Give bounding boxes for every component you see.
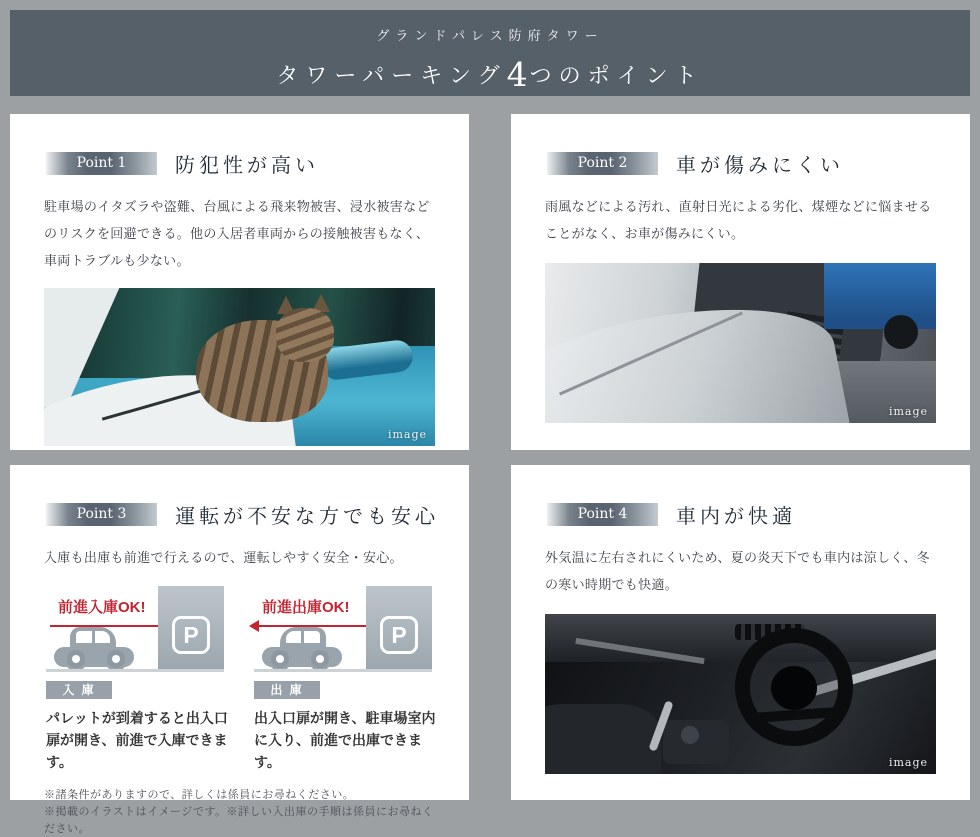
page-header	[10, 10, 970, 96]
photo-cat-on-car	[44, 288, 435, 446]
car-wheel	[268, 647, 292, 671]
card4-heading: 車内が快適	[676, 504, 796, 528]
entry-scene	[46, 586, 224, 672]
card1-heading: 防犯性が高い	[175, 153, 319, 177]
card3-body-text: 入庫も出庫も前進で行えるので、運転しやすく安全・安心。	[44, 551, 403, 566]
image-watermark: image	[888, 756, 928, 769]
forward-exit-label: 前進出庫OK!	[262, 599, 350, 616]
point3-badge: Point 3	[46, 503, 157, 526]
wheel-hub	[72, 655, 80, 663]
card-point-1	[10, 114, 469, 450]
card1-body-text: 駐車場のイタズラや盗難、台風による飛来物被害、浸水被害などのリスクを回避できる。他の入居者車両からの接触被害もなく、車両トラブルも少ない。	[44, 200, 430, 269]
header-subtitle: グランドパレス防府タワー	[376, 29, 604, 44]
cat-head	[276, 308, 334, 362]
suv-wheel	[884, 315, 918, 349]
car-wheel	[308, 647, 332, 671]
image-watermark: image	[387, 428, 427, 441]
entry-badge: 入 庫	[46, 681, 112, 699]
exit-description: 出入口扉が開き、駐車場室内に入り、前進で出庫できます。	[254, 710, 436, 770]
ground-line	[46, 669, 224, 672]
car-seat	[545, 704, 661, 774]
forward-entry-label: 前進入庫OK!	[58, 599, 146, 616]
footnote-1: ※諸条件がありますので、詳しくは係員にお尋ねください。	[44, 788, 355, 801]
car-window	[304, 631, 320, 643]
card2-title-row	[547, 149, 937, 178]
entry-description: パレットが到着すると出入口扉が開き、前進で入庫できます。	[46, 710, 228, 770]
blue-suv	[824, 263, 936, 329]
control-knob	[681, 726, 699, 744]
car-window	[76, 631, 92, 643]
car-icon	[54, 627, 134, 667]
page-title	[10, 55, 970, 94]
parking-sign-icon: P	[172, 616, 210, 654]
title-prefix: タワーパーキング	[276, 64, 507, 89]
card1-title-row	[46, 149, 436, 178]
wheel-hub	[276, 655, 284, 663]
footnotes	[44, 786, 436, 837]
parking-garage-block	[366, 586, 432, 672]
point1-badge: Point 1	[46, 152, 157, 175]
car-wheel	[104, 647, 128, 671]
title-number: 4	[506, 55, 530, 94]
diagram-exit	[254, 586, 436, 773]
exit-badge: 出 庫	[254, 681, 320, 699]
car-icon	[262, 627, 342, 667]
parking-sign-icon: P	[380, 616, 418, 654]
card3-title-row	[46, 500, 439, 529]
photo-cars-in-rain	[545, 263, 936, 423]
card4-body-text: 外気温に左右されにくいため、夏の炎天下でも車内は涼しく、冬の寒い時期でも快適。	[545, 551, 930, 593]
ground-line	[254, 669, 432, 672]
title-suffix: つのポイント	[529, 64, 704, 89]
point2-badge: Point 2	[547, 152, 658, 175]
car-window	[286, 631, 301, 643]
wheel-hub	[112, 655, 120, 663]
card-point-4	[511, 465, 970, 800]
card-point-2	[511, 114, 970, 450]
footnote-2: ※掲載のイラストはイメージです。※詳しい入出庫の手順は係員にお尋ねください。	[44, 805, 434, 835]
photo-car-interior	[545, 614, 936, 774]
steering-hub	[771, 666, 817, 710]
center-console	[663, 720, 729, 764]
car-window	[95, 631, 110, 643]
point4-badge: Point 4	[547, 503, 658, 526]
exit-scene	[254, 586, 432, 672]
wheel-hub	[316, 655, 324, 663]
card2-heading: 車が傷みにくい	[676, 153, 844, 177]
image-watermark: image	[888, 405, 928, 418]
card2-body-text: 雨風などによる汚れ、直射日光による劣化、煤煙などに悩ませることがなく、お車が傷みにくい。	[545, 200, 932, 242]
card3-heading: 運転が不安な方でも安心	[175, 504, 439, 528]
parking-diagrams	[46, 586, 436, 773]
car-wheel	[64, 647, 88, 671]
parking-garage-block	[158, 586, 224, 672]
diagram-entry	[46, 586, 228, 773]
card-point-3	[10, 465, 469, 835]
card4-title-row	[547, 500, 937, 529]
